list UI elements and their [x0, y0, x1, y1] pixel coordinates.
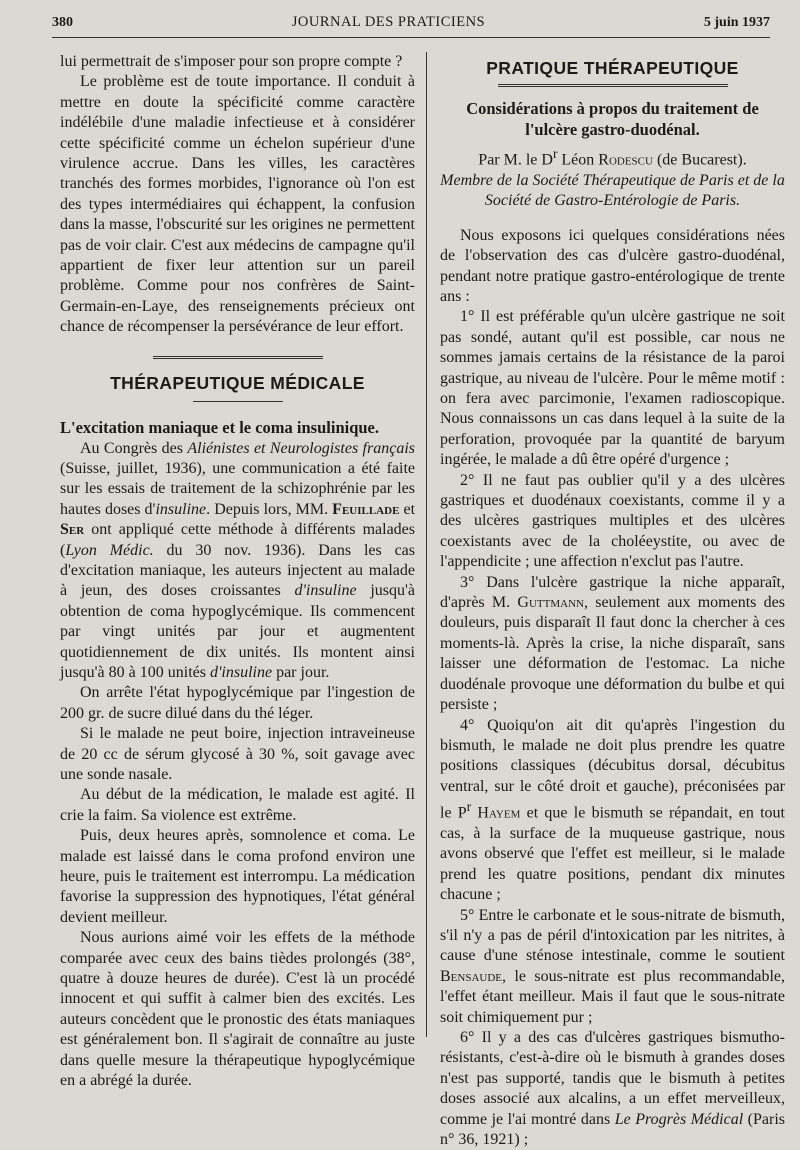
journal-ref-lyon: Lyon Médic. [65, 541, 154, 559]
byline: Par M. le $D^r$ Léon Rodescu (de Bucarest). [478, 146, 747, 169]
author-rodescu: Rodescu [598, 151, 653, 169]
author-membership: Membre de la Société Thérapeutique de Paris et de la Société de Gastro-Entérologie de Paris. [440, 171, 785, 210]
issue-date: 5 juin 1937 [703, 15, 770, 30]
page-number: 380 [52, 15, 73, 30]
section-title-therapeutique-medicale: THÉRAPEUTIQUE MÉDICALE [110, 372, 365, 393]
point-4: 4° Quoiqu'on ait dit qu'après l'ingestion du bismuth, le malade ne doit plus prendre les quatre positions classiques (décubitus dorsal, décubitus ventral, sur le côté droit et gauche), préconisées par le $P^r$ Hayem et que le bismuth se répandait, en tout cas, à la surface de la muqueuse gastrique, nous avons observé que l'effet est meilleur, si le malade prend les quatre positions, pendant dix minutes chacune ; [440, 716, 785, 904]
article-title-excitation: L'excitation maniaque et le coma insulinique. [60, 418, 380, 438]
article-paragraph-2: On arrête l'état hypoglycémique par l'ingestion de 200 gr. de sucre dilué dans du thé léger. [60, 684, 415, 722]
article-paragraph-5: Puis, deux heures après, somnolence et coma. Le malade est laissé dans le coma profond environ une heure, puis le traitement est interrompu. La médication favorise la suppression des hypnotiques, l'état général devient meilleur. [60, 827, 415, 926]
point-5: 5° Entre le carbonate et le sous-nitrate de bismuth, s'il n'y a pas de péril d'intoxication par les nitrites, à cause d'une sténose intestinale, comme le soutient Bensaude, le sous-nitrate est plus recommandable, l'effet étant meilleur. Mais il faut que le sous-nitrate soit chimiquement pur ; [440, 906, 785, 1026]
author-hayem: Hayem [477, 804, 521, 822]
point-1: 1° Il est préférable qu'un ulcère gastrique ne soit pas sondé, autant qu'il est possible, car nous ne sommes jamais certains de la résistance de la paroi gastrique, au niveau de l'ulcère. Pour le même motif : on fera avec parcimonie, l'examen radioscopique. Nous connaissons un cas dans lequel à la suite de la perforation, provoquée par la quantité de baryum ingérée, le malade a dû être opéré d'urgence ; [440, 308, 785, 469]
author-feuillade: Feuillade [332, 500, 400, 518]
journal-title: JOURNAL DES PRATICIENS [291, 14, 486, 30]
article-paragraph-3: Si le malade ne peut boire, injection intraveineuse de 20 cc de sérum glycosé à 30 %, soit gavage avec une sonde nasale. [60, 725, 415, 783]
author-guttmann: Guttmann [517, 594, 584, 612]
journal-ref-progres: Le Progrès Médical [614, 1110, 744, 1128]
author-ser: Ser [60, 521, 85, 539]
article-paragraph-1: Au Congrès des Aliénistes et Neurologistes français (Suisse, juillet, 1936), une communication a été faite sur les essais de traitement de la schizophrénie par les hautes doses d'insuline. Depuis lors, MM. Feuillade et Ser ont appliqué cette méthode à différents malades (Lyon Médic. du 30 nov. 1936). Dans les cas d'excitation maniaque, les auteurs injectent au malade à jeun, des doses croissantes d'insuline jusqu'à obtention de coma hypoglycémique. Ils commencent par vingt unités par jour et augmentent quotidiennement de dix unités. Ils montent ainsi jusqu'à 80 à 100 unités d'insuline par jour. [60, 439, 416, 681]
article-paragraph-6: Nous aurions aimé voir les effets de la méthode comparée avec ceux des bains tièdes prolongés (38°, quatre à douze heures de durée). C'est là un procédé innocent et qui suffit à calmer bien des excités. Les auteurs concèdent que le pronostic des états maniaques est généralement bon. Il s'agirait de connaître au juste dans quelle mesure la thérapeutique hypoglycémique en a abrégé la durée. [60, 929, 415, 1090]
right-column [440, 52, 785, 1150]
point-6: 6° Il y a des cas d'ulcères gastriques bismutho-résistants, c'est-à-dire où le bismuth à grandes doses n'est pas supporté, tandis que le bismuth à petites doses associé aux alcalins, a un effet merveilleux, comme je l'ai montré dans Le Progrès Médical (Paris n° 36, 1921) ; [440, 1028, 785, 1148]
congress-name: Aliénistes et Neurologistes français [187, 439, 416, 457]
point-2: 2° Il ne faut pas oublier qu'il y a des ulcères gastriques et duodénaux coexistants, comme il y a des ulcères gastriques multiples et des ulcères coexistants avec de la choléeystite, ou avec de l'appendicite ; une affection n'exclut pas l'autre. [440, 471, 785, 571]
section-title-pratique-therapeutique: PRATIQUE THÉRAPEUTIQUE [486, 58, 739, 78]
author-bensaude: Bensaude [440, 967, 503, 985]
left-column [60, 52, 415, 1092]
article-title-ulcere: Considérations à propos du traitement de l'ulcère gastro-duodénal. [466, 99, 759, 139]
article-paragraph-4: Au début de la médication, le malade est agité. Il crie la faim. Sa violence est extrême. [60, 786, 415, 824]
continuation-line: lui permettrait de s'imposer pour son propre compte ? [60, 53, 403, 70]
intro-paragraph: Nous exposons ici quelques considérations nées de l'observation des cas d'ulcère gastro-duodénal, pendant notre pratique gastro-entérologique de trente ans : [440, 226, 785, 305]
continuation-paragraph: Le problème est de toute importance. Il conduit à mettre en doute la spécificité comme caractère indélébile d'une maladie infectieuse et à considérer cette spécificité comme un échelon supérieur d'une virulence accrue. Dans les villes, les caractères tranchés des formes morbides, l'ignorance où l'on est des types intermédiaires qui échappent, la confusion dans la masse, l'obscurité sur les origines ne permettent pas de voir clair. C'est aux médecins de campagne qu'il appartient de fixer leur attention sur un pareil problème. Comme pour nos confrères de Saint-Germain-en-Laye, des renseignements précieux ont chance de récompenser la persévérance de leur effort. [60, 73, 415, 336]
header-rule [52, 37, 770, 38]
column-divider [426, 52, 427, 1037]
point-3: 3° Dans l'ulcère gastrique la niche apparaît, d'après M. Guttmann, seulement aux moments des douleurs, puis disparaît Il faut donc la chercher à ces moments-là. Après la crise, la niche disparaît, sans laisser une déformation de l'estomac. La niche duodénale provoque une déformation du bulbe et qui persiste ; [440, 573, 785, 714]
